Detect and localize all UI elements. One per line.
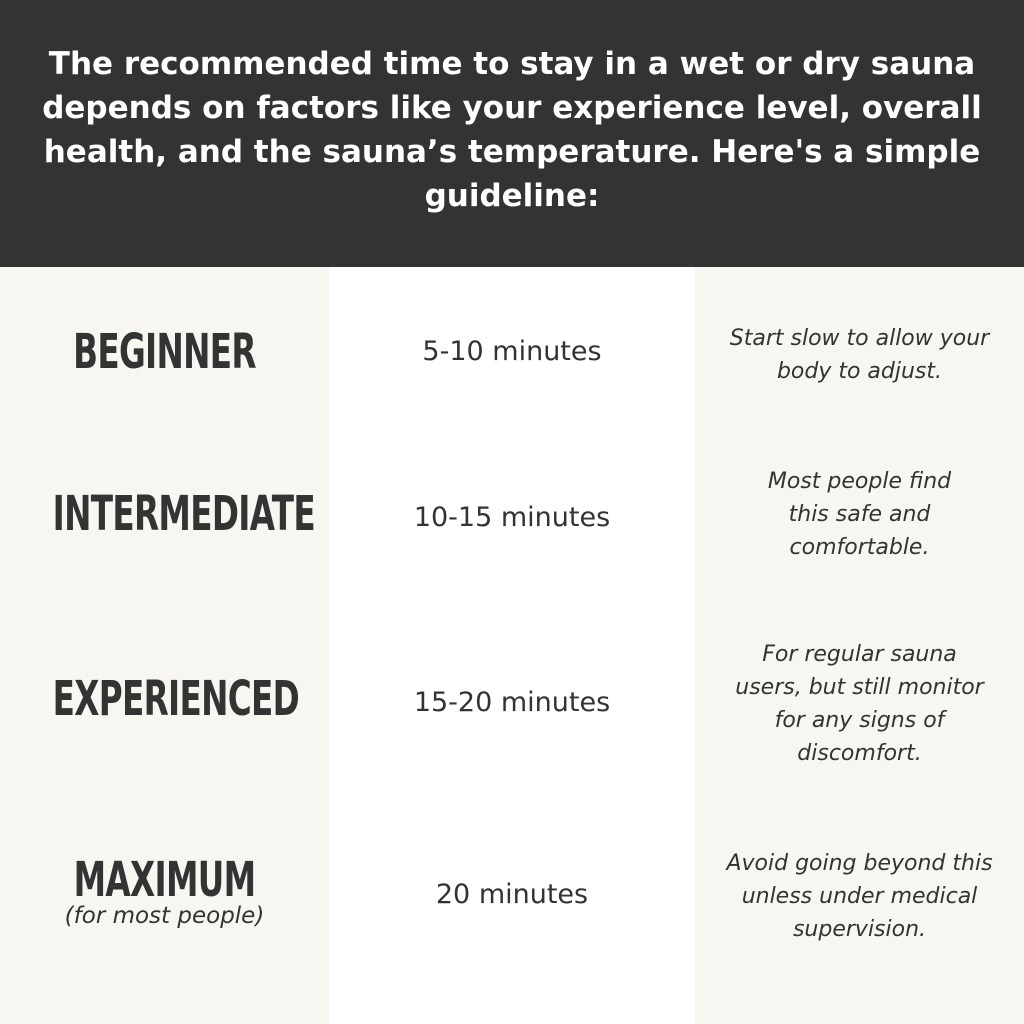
note-experienced	[695, 638, 1024, 770]
note-maximum	[695, 847, 1024, 946]
level-label-intermediate	[0, 486, 329, 542]
note-intermediate	[695, 465, 1024, 564]
level-label-experienced	[0, 671, 329, 727]
level-name: MAXIMUM	[73, 852, 256, 908]
intro-text: The recommended time to stay in a wet or dry sauna depends on factors like your experience level, overall health, and the sauna’s temperature. Here's a simple guideline:	[42, 46, 982, 214]
level-name: BEGINNER	[73, 324, 256, 380]
level-name: INTERMEDIATE	[52, 486, 315, 542]
note-beginner	[695, 322, 1024, 388]
header-banner	[0, 0, 1024, 267]
note-text: Avoid going beyond this unless under medical supervision.	[726, 851, 993, 942]
duration-beginner: 5-10 minutes	[422, 336, 602, 367]
duration-experienced: 15-20 minutes	[413, 687, 611, 718]
level-name: EXPERIENCED	[52, 671, 300, 727]
level-label-beginner	[0, 324, 329, 380]
duration-intermediate: 10-15 minutes	[413, 502, 611, 533]
level-sublabel: (for most people)	[64, 903, 265, 929]
duration-maximum: 20 minutes	[435, 879, 589, 910]
note-text: Start slow to allow your body to adjust.	[729, 326, 990, 384]
level-label-maximum	[0, 852, 329, 930]
note-text: Most people find this safe and comfortable.	[767, 469, 952, 560]
note-text: For regular sauna users, but still monitor for any signs of discomfort.	[735, 642, 984, 766]
